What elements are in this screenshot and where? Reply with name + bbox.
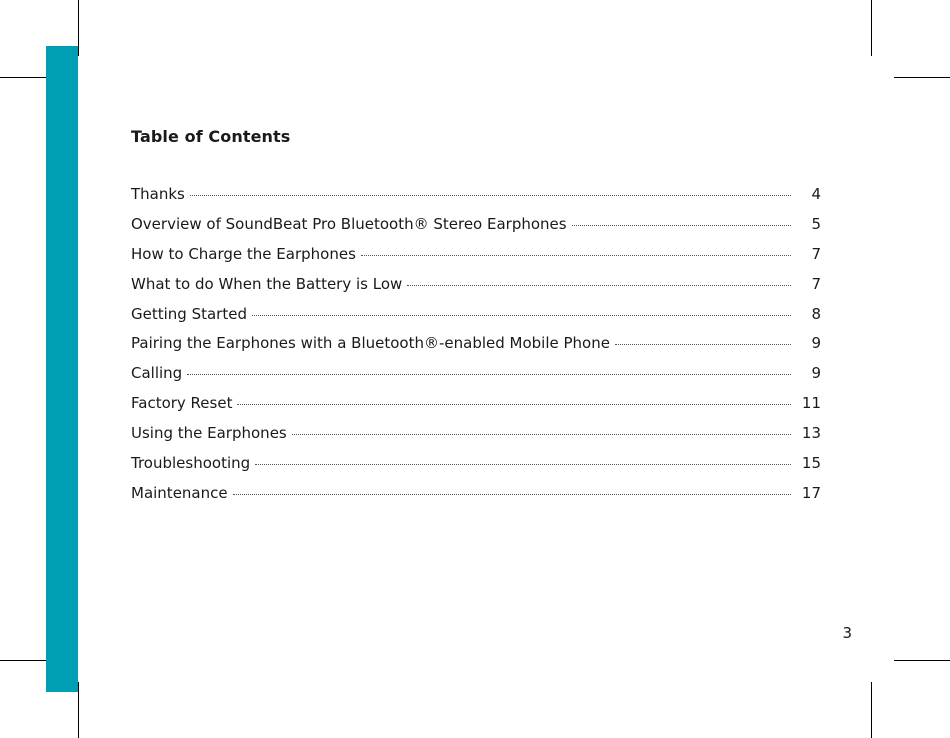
toc-entry-page: 17 <box>801 483 821 502</box>
toc-entry[interactable] <box>131 215 821 245</box>
toc-dot-leader <box>361 255 791 256</box>
toc-entry-label: Using the Earphones <box>131 424 287 443</box>
toc-entry-page: 5 <box>811 214 821 233</box>
toc-entry-label: Pairing the Earphones with a Bluetooth®-enabled Mobile Phone <box>131 334 610 353</box>
toc-dot-leader <box>407 285 791 286</box>
toc-dot-leader <box>187 374 791 375</box>
toc-entry[interactable] <box>131 275 821 305</box>
toc-entry-label: Maintenance <box>131 483 228 502</box>
toc-entry[interactable] <box>131 305 821 335</box>
toc-entry-page: 4 <box>811 185 821 203</box>
toc-dot-leader <box>255 464 791 465</box>
crop-mark <box>78 0 79 56</box>
toc-entry-page: 11 <box>801 394 821 413</box>
toc-entry-label: Getting Started <box>131 304 247 323</box>
toc-entry-page: 13 <box>801 424 821 443</box>
toc-dot-leader <box>190 195 791 196</box>
crop-mark <box>894 660 950 661</box>
page-title: Table of Contents <box>131 127 291 146</box>
toc-entry-label: Troubleshooting <box>131 454 251 473</box>
page-number: 3 <box>842 624 852 642</box>
toc-dot-leader <box>233 494 791 495</box>
toc-dot-leader <box>615 344 791 345</box>
toc-entry-label: How to Charge the Earphones <box>131 244 356 263</box>
toc-dot-leader <box>292 434 791 435</box>
toc-dot-leader <box>252 315 791 316</box>
crop-mark <box>78 682 79 738</box>
toc-entry-page: 9 <box>811 364 821 383</box>
crop-mark <box>894 77 950 78</box>
toc-entry-page: 7 <box>811 274 821 293</box>
toc-entry[interactable] <box>131 364 821 394</box>
toc-entry-label: Factory Reset <box>131 394 233 413</box>
crop-mark <box>871 0 872 56</box>
toc-entry[interactable] <box>131 484 821 514</box>
accent-side-bar <box>46 46 78 692</box>
toc-entry-page: 15 <box>801 454 821 473</box>
toc-entry[interactable] <box>131 245 821 275</box>
crop-mark <box>871 682 872 738</box>
toc-entry[interactable] <box>131 454 821 484</box>
toc-entry-label: Calling <box>131 364 183 383</box>
toc-dot-leader <box>237 404 791 405</box>
toc-entry-page: 7 <box>811 244 821 263</box>
toc-entry[interactable] <box>131 424 821 454</box>
toc-entry-page: 9 <box>811 334 821 353</box>
toc-entry[interactable] <box>131 334 821 364</box>
toc-entry-label: What to do When the Battery is Low <box>131 274 403 293</box>
toc-entry-label: Thanks <box>131 185 185 203</box>
toc-entry[interactable] <box>131 394 821 424</box>
table-of-contents <box>131 185 821 514</box>
toc-entry-page: 8 <box>811 304 821 323</box>
toc-dot-leader <box>572 225 791 226</box>
toc-entry-label: Overview of SoundBeat Pro Bluetooth® Stereo Earphones <box>131 214 567 233</box>
toc-entry[interactable] <box>131 185 821 215</box>
